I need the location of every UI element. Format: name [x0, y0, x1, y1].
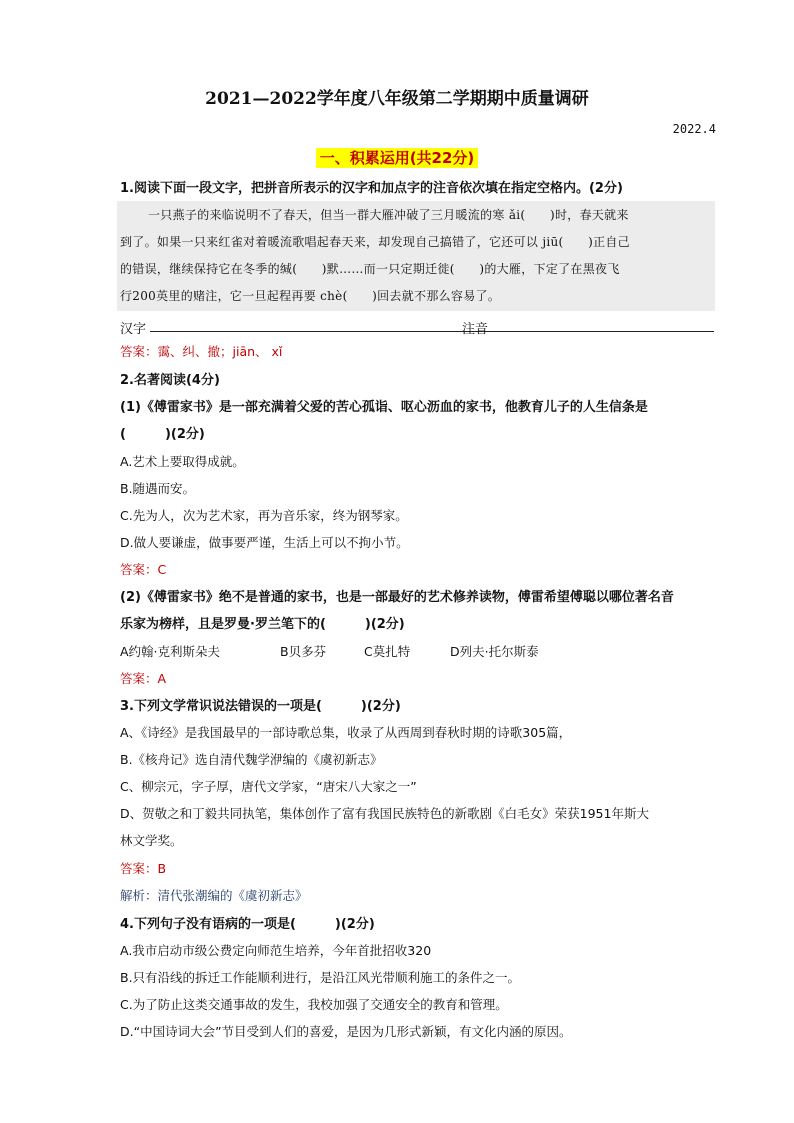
option-d: D、贺敬之和丁毅共同执笔，集体创作了富有我国民族特色的新歌剧《白毛女》荣获1951年斯大	[120, 806, 649, 821]
answer-text: 答案：霭、纠、撤；jiān、 xǐ	[120, 344, 283, 359]
question-1-stem: 1.阅读下面一段文字，把拼音所表示的汉字和加点字的注音依次填在指定空格内。(2分)	[120, 181, 623, 196]
question-2-2-stem: 乐家为榜样，且是罗曼·罗兰笔下的( )(2分)	[120, 617, 405, 632]
option-d-continued: 林文学奖。	[120, 833, 183, 848]
section-heading-text: 一、积累运用(共22分)	[316, 148, 479, 168]
option-b: B.只有沿线的拆迁工作能顺利进行，是沿江风光带顺利施工的条件之一。	[120, 970, 521, 985]
answer-blank-row	[120, 318, 720, 338]
option-b: B.随遇而安。	[120, 481, 196, 496]
analysis-text: 解析：清代张潮编的《虞初新志》	[120, 888, 308, 903]
option-d: D列夫·托尔斯泰	[450, 644, 539, 659]
question-2-stem: 2.名著阅读(4分)	[120, 373, 220, 388]
zhuyin-label: 注音	[462, 322, 489, 337]
option-a: A.我市启动市级公费定向师范生培养，今年首批招收320	[120, 943, 432, 958]
section-heading	[0, 147, 794, 168]
option-c: C莫扎特	[364, 644, 411, 659]
option-c: C、柳宗元，字子厚，唐代文学家，“唐宋八大家之一”	[120, 779, 417, 794]
passage-line: 一只燕子的来临说明不了春天，但当一群大雁冲破了三月暖流的寒 ǎi( )时，春天就来	[148, 208, 629, 222]
zhuyin-blank[interactable]	[490, 331, 714, 332]
option-d: D.做人要谦虚，做事要严谨，生活上可以不拘小节。	[120, 535, 409, 550]
option-c: C.为了防止这类交通事故的发生，我校加强了交通安全的教育和管理。	[120, 997, 508, 1012]
question-2-1-stem: ( )(2分)	[120, 427, 205, 442]
exam-date: 2022.4	[672, 122, 716, 136]
question-3-stem: 3.下列文学常识说法错误的一项是( )(2分)	[120, 699, 401, 714]
passage-line: 到了。如果一只来红雀对着暖流歌唱起春天来，却发现自己搞错了，它还可以 jiū( )正自己	[120, 235, 630, 249]
answer-text: 答案：A	[120, 671, 167, 686]
question-2-2-stem: (2)《傅雷家书》绝不是普通的家书，也是一部最好的艺术修养读物，傅雷希望傅聪以哪位著名音	[120, 590, 674, 605]
option-a: A约翰·克利斯朵夫	[120, 644, 221, 659]
question-2-1-stem: (1)《傅雷家书》是一部充满着父爱的苦心孤诣、呕心沥血的家书，他教育儿子的人生信条是	[120, 400, 648, 415]
page-title: 2021—2022学年度八年级第二学期期中质量调研	[205, 89, 589, 109]
option-d: D.“中国诗词大会”节目受到人们的喜爱，是因为几形式新颖，有文化内涵的原因。	[120, 1024, 572, 1039]
answer-text: 答案：C	[120, 562, 167, 577]
option-c: C.先为人，次为艺术家，再为音乐家，终为钢琴家。	[120, 508, 408, 523]
option-b: B.《核舟记》选自清代魏学洢编的《虞初新志》	[120, 752, 383, 767]
answer-text: 答案：B	[120, 861, 167, 876]
option-a: A.艺术上要取得成就。	[120, 454, 245, 469]
option-b: B贝多芬	[280, 644, 327, 659]
passage-line: 行200英里的赌注，它一旦起程再要 chè( )回去就不那么容易了。	[120, 289, 501, 303]
question-4-stem: 4.下列句子没有语病的一项是( )(2分)	[120, 917, 375, 932]
hanzi-label: 汉字	[120, 322, 147, 337]
passage-line: 的错误，继续保持它在冬季的缄( )默……而一只定期迁徙( )的大雁，下定了在黑夜飞	[120, 262, 620, 276]
option-a: A、《诗经》是我国最早的一部诗歌总集，收录了从西周到春秋时期的诗歌305篇，	[120, 725, 572, 740]
